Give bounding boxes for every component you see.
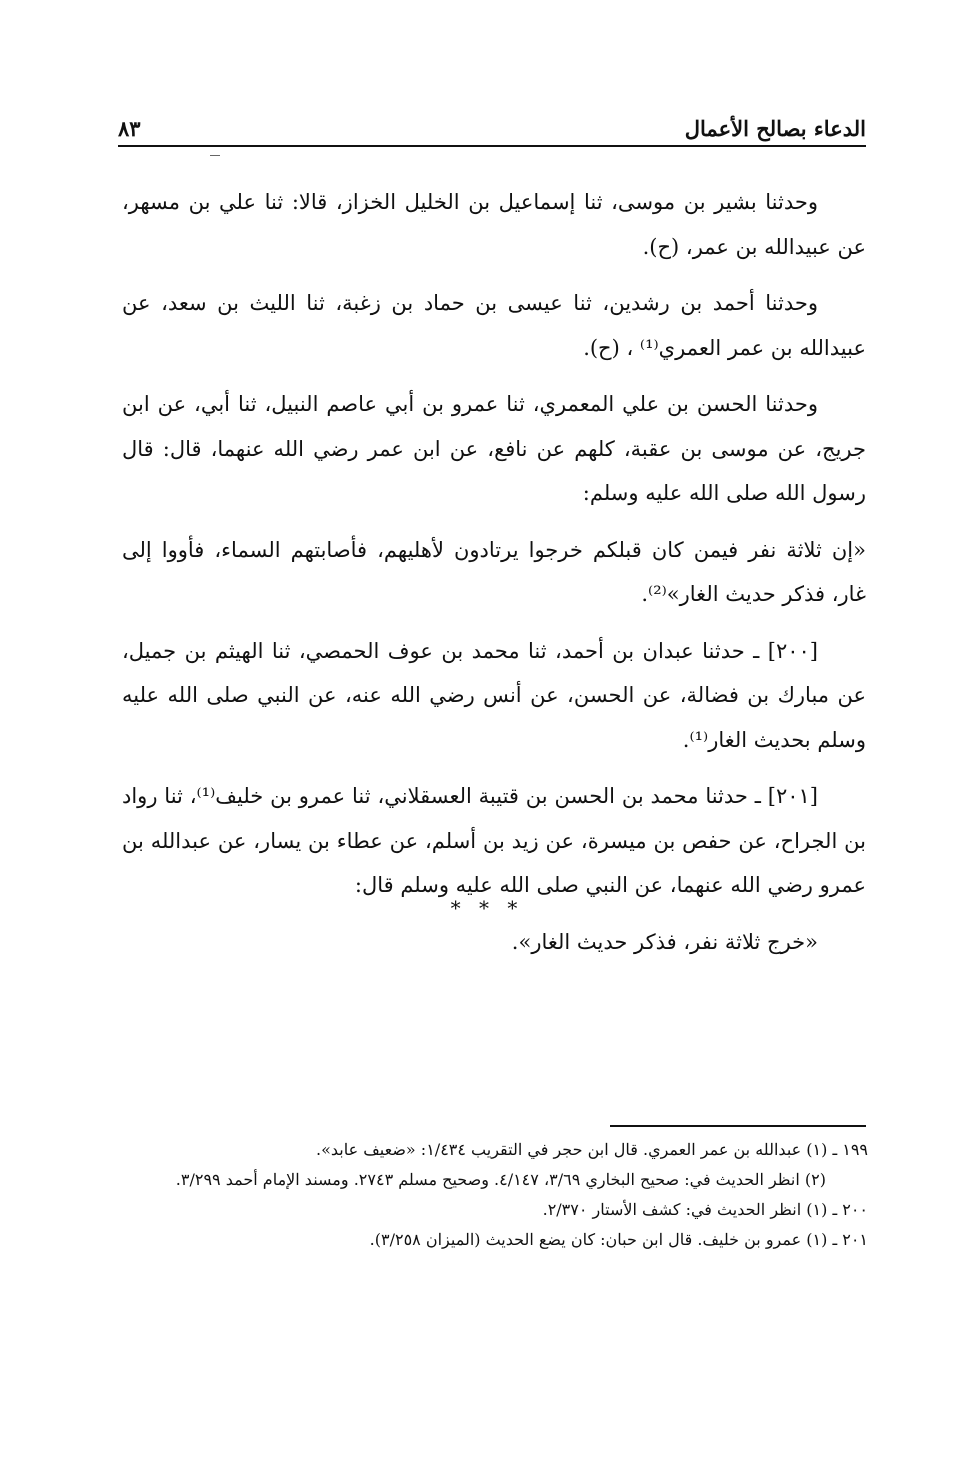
footnote-201-1: ٢٠١ ـ (١) عمرو بن خليف. قال ابن حبان: كان يضع الحديث (الميزان ٣/٢٥٨).	[369, 1230, 868, 1249]
running-title: الدعاء بصالح الأعمال	[684, 116, 866, 141]
running-header	[118, 112, 866, 148]
footnote-199-1: ١٩٩ ـ (١) عبدالله بن عمر العمري. قال ابن حجر في التقريب ١/٤٣٤: «ضعيف عابد».	[316, 1140, 868, 1159]
hadith-quote-2: «خرج ثلاثة نفر، فذكر حديث الغار».	[511, 929, 818, 954]
paragraph-1: وحدثنا بشير بن موسى، ثنا إسماعيل بن الخليل الخزاز، قالا: ثنا علي بن مسهر، عن عبيدالله بن عمر، (ح).	[122, 190, 866, 259]
footnotes	[118, 1135, 868, 1255]
paragraph-2: وحدثنا أحمد بن رشدين، ثنا عيسى بن حماد بن زغبة، ثنا الليث بن سعد، عن عبيدالله بن عمر العمري⁽¹⁾ ، (ح).	[122, 291, 866, 360]
hadith-quote: «إن ثلاثة نفر فيمن كان قبلكم خرجوا يرتادون لأهليهم، فأصابتهم السماء، فأووا إلى غار، فذكر حديث الغار»⁽²⁾.	[122, 537, 866, 606]
footnote-200-1: ٢٠٠ ـ (١) انظر الحديث في: كشف الأستار ٢/٣٧٠.	[542, 1200, 868, 1219]
footnote-rule	[610, 1125, 866, 1127]
page-number: ٨٣	[118, 116, 141, 141]
hadith-201: [٢٠١] ـ حدثنا محمد بن الحسن بن قتيبة العسقلاني، ثنا عمرو بن خليف⁽¹⁾، ثنا رواد بن الجراح، عن حفص بن ميسرة، عن زيد بن أسلم، عن عطاء بن يسار، عن عبدالله بن عمرو رضي الله عنهما، عن النبي صلى الله عليه وسلم قال:	[122, 784, 866, 897]
paragraph-3: وحدثنا الحسن بن علي المعمري، ثنا عمرو بن أبي عاصم النبيل، ثنا أبي، عن ابن جريج، عن موسى بن عقبة، كلهم عن نافع، عن ابن عمر رضي الله عنهما، قال: قال رسول الله صلى الله عليه وسلم:	[122, 392, 866, 505]
section-separator: * * *	[450, 896, 524, 920]
main-text	[122, 180, 866, 976]
scan-mark	[210, 155, 220, 156]
header-rule	[118, 145, 866, 147]
hadith-200: [٢٠٠] ـ حدثنا عبدان بن أحمد، ثنا محمد بن عوف الحمصي، ثنا الهيثم بن جميل، عن مبارك بن فضالة، عن الحسن، عن أنس رضي الله عنه، عن النبي صلى الله عليه وسلم بحديث الغار⁽¹⁾.	[122, 638, 866, 752]
footnote-199-2: (٢) انظر الحديث في: صحيح البخاري ٣/٦٩، ٤/١٤٧. وصحيح مسلم ٢٧٤٣. ومسند الإمام أحمد ٣/٢٩٩.	[175, 1170, 826, 1189]
